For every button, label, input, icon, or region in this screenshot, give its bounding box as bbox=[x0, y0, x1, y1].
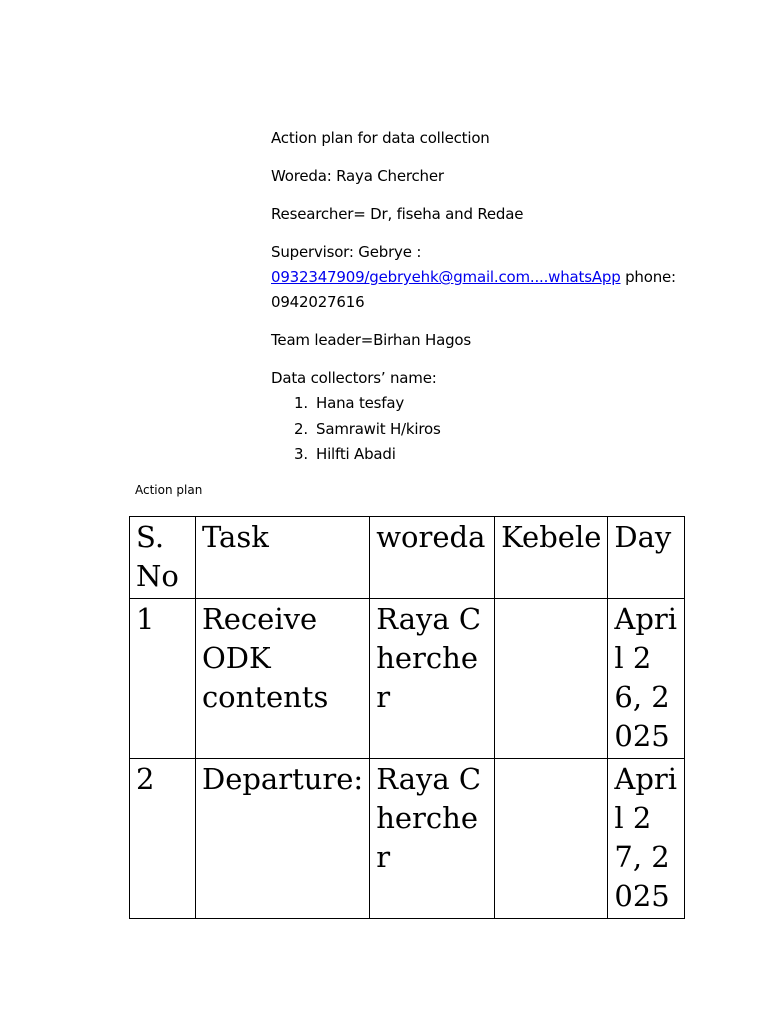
table-row bbox=[130, 599, 685, 759]
list-number: 1. bbox=[294, 394, 308, 412]
collectors-heading: Data collectors’ name: bbox=[271, 369, 437, 387]
table-caption: Action plan bbox=[135, 483, 203, 497]
cell-day: April 26, 2025 bbox=[608, 599, 685, 759]
cell-woreda: Raya Chercher bbox=[370, 759, 495, 919]
column-header-sno: S.No bbox=[130, 517, 196, 599]
researcher-line: Researcher= Dr, fiseha and Redae bbox=[271, 205, 524, 223]
supervisor-phone: phone: 0942027616 bbox=[271, 268, 676, 311]
list-number: 2. bbox=[294, 419, 308, 438]
cell-task: Receive ODK contents bbox=[195, 599, 369, 759]
table-header-row bbox=[130, 517, 685, 599]
cell-kebele bbox=[495, 759, 608, 919]
list-item bbox=[294, 417, 691, 443]
supervisor-prefix: Supervisor: Gebrye : bbox=[271, 243, 422, 261]
team-leader-line: Team leader=Birhan Hagos bbox=[271, 331, 472, 349]
list-number: 3. bbox=[294, 445, 308, 463]
collector-name: Samrawit H/kiros bbox=[316, 419, 441, 438]
woreda-line: Woreda: Raya Chercher bbox=[271, 167, 444, 185]
cell-sno: 2 bbox=[130, 759, 196, 919]
cell-task: Departure: bbox=[195, 759, 369, 919]
supervisor-line bbox=[271, 240, 691, 315]
list-item bbox=[294, 442, 691, 468]
collectors-list bbox=[271, 391, 691, 468]
cell-woreda: Raya Chercher bbox=[370, 599, 495, 759]
cell-day: April 27, 2025 bbox=[608, 759, 685, 919]
column-header-task: Task bbox=[195, 517, 369, 599]
collector-name: Hilfti Abadi bbox=[316, 445, 396, 463]
table-row bbox=[130, 759, 685, 919]
document-title: Action plan for data collection bbox=[271, 129, 490, 147]
column-header-woreda: woreda bbox=[370, 517, 495, 599]
supervisor-contact-link[interactable]: 0932347909/gebryehk@gmail.com....whatsApp bbox=[271, 268, 621, 286]
cell-kebele bbox=[495, 599, 608, 759]
cell-sno: 1 bbox=[130, 599, 196, 759]
column-header-day: Day bbox=[608, 517, 685, 599]
column-header-kebele: Kebele bbox=[495, 517, 608, 599]
collector-name: Hana tesfay bbox=[316, 394, 405, 412]
document-header bbox=[271, 126, 691, 468]
list-item bbox=[294, 391, 691, 417]
action-plan-table bbox=[129, 516, 685, 919]
